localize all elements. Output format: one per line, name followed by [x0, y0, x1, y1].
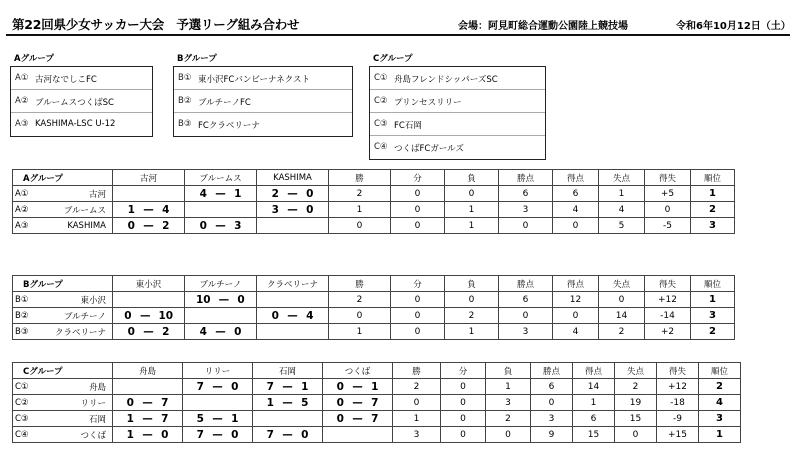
- stat-cell: 4: [553, 202, 599, 218]
- stat-cell: 6: [499, 186, 553, 202]
- stat-cell: 2: [329, 292, 391, 308]
- score-against: 0: [231, 428, 239, 441]
- stat-cell: 1: [329, 324, 391, 340]
- score-dash: —: [287, 309, 298, 322]
- match-score: [253, 395, 323, 411]
- stat-cell: 2: [486, 411, 531, 427]
- table-row: [13, 186, 735, 202]
- stat-cell: 0: [553, 308, 599, 324]
- score-dash: —: [352, 412, 363, 425]
- opponent-header: つくば: [323, 363, 393, 379]
- stat-header: 負: [486, 363, 531, 379]
- team-list-item: [370, 113, 545, 136]
- stat-cell: 0: [329, 308, 391, 324]
- table-group-label: Bグループ: [13, 276, 113, 292]
- score-against: 2: [162, 219, 170, 232]
- group-list-label: Aグループ: [14, 54, 54, 64]
- match-score: [113, 411, 183, 427]
- row-team-code: A②: [13, 202, 33, 218]
- empty-cell: [113, 379, 183, 395]
- score-dash: —: [143, 203, 154, 216]
- group-team-list: [10, 66, 153, 137]
- score-against: 1: [231, 412, 239, 425]
- group-list-label: Bグループ: [177, 54, 217, 64]
- row-team-name: ブルームス: [33, 202, 113, 218]
- stat-header: 勝点: [499, 276, 553, 292]
- stat-header: 得失: [645, 276, 691, 292]
- opponent-header: KASHIMA: [257, 170, 329, 186]
- team-name: FC石岡: [394, 121, 422, 131]
- score-against: 0: [306, 187, 314, 200]
- stat-header: 順位: [691, 170, 735, 186]
- match-score: [185, 186, 257, 202]
- score-dash: —: [218, 293, 230, 306]
- stat-cell: +2: [645, 324, 691, 340]
- score-for: 0: [126, 396, 134, 409]
- team-list-item: [174, 113, 352, 136]
- match-score: [253, 427, 323, 443]
- stat-cell: 2: [329, 186, 391, 202]
- match-score: [257, 202, 329, 218]
- row-team-code: B③: [13, 324, 33, 340]
- row-team-name: クラベリーナ: [33, 324, 113, 340]
- row-team-name: つくば: [33, 427, 113, 443]
- score-for: 0: [336, 412, 344, 425]
- stat-header: 分: [391, 276, 445, 292]
- stat-cell: 2: [445, 308, 499, 324]
- stat-cell: 0: [615, 427, 657, 443]
- stat-cell: 3: [531, 411, 573, 427]
- score-dash: —: [215, 187, 226, 200]
- team-list-item: [370, 67, 545, 90]
- match-score: [113, 427, 183, 443]
- row-team-code: A③: [13, 218, 33, 234]
- row-team-name: 古河: [33, 186, 113, 202]
- stat-header: 失点: [599, 276, 645, 292]
- team-list-item: [11, 113, 152, 136]
- row-team-code: C③: [13, 411, 33, 427]
- stat-cell: 3: [393, 427, 441, 443]
- opponent-header: リリー: [183, 363, 253, 379]
- score-against: 7: [371, 412, 379, 425]
- rank-cell: 3: [691, 308, 735, 324]
- score-for: 0: [336, 396, 344, 409]
- stat-cell: 3: [486, 395, 531, 411]
- score-for: 5: [196, 412, 204, 425]
- results-table: [12, 275, 735, 340]
- team-code: B②: [178, 96, 192, 106]
- empty-cell: [257, 218, 329, 234]
- team-name: ブルームスつくばSC: [35, 98, 114, 108]
- score-dash: —: [352, 396, 363, 409]
- score-dash: —: [143, 219, 154, 232]
- score-for: 3: [271, 203, 279, 216]
- row-team-code: C②: [13, 395, 33, 411]
- score-for: 4: [199, 187, 207, 200]
- row-team-code: C④: [13, 427, 33, 443]
- team-list-item: [370, 90, 545, 113]
- stat-cell: 0: [393, 395, 441, 411]
- stat-cell: 3: [499, 202, 553, 218]
- score-against: 7: [161, 396, 169, 409]
- opponent-header: ブルームス: [185, 170, 257, 186]
- team-name: プリンセスリリー: [394, 98, 462, 108]
- team-code: A①: [15, 73, 29, 83]
- group-team-list: [173, 66, 353, 137]
- table-row: [13, 411, 741, 427]
- row-team-code: A①: [13, 186, 33, 202]
- score-for: 0: [336, 380, 344, 393]
- empty-cell: [323, 427, 393, 443]
- match-score: [113, 218, 185, 234]
- team-name: FCクラベリーナ: [198, 121, 260, 131]
- team-name: 古河なでしこFC: [35, 75, 97, 85]
- stat-header: 勝: [329, 170, 391, 186]
- stat-cell: 0: [329, 218, 391, 234]
- rank-cell: 4: [699, 395, 741, 411]
- row-team-code: C①: [13, 379, 33, 395]
- score-for: 7: [266, 380, 274, 393]
- score-against: 4: [162, 203, 170, 216]
- score-against: 1: [371, 380, 379, 393]
- score-dash: —: [212, 428, 223, 441]
- opponent-header: ブルチーノ: [185, 276, 257, 292]
- team-code: C②: [374, 96, 388, 106]
- score-dash: —: [215, 219, 226, 232]
- score-against: 3: [234, 219, 242, 232]
- table-row: [13, 308, 735, 324]
- score-for: 0: [199, 219, 207, 232]
- match-score: [185, 324, 257, 340]
- team-list-item: [11, 90, 152, 113]
- team-code: B③: [178, 119, 192, 129]
- team-code: A②: [15, 96, 29, 106]
- stat-cell: 5: [599, 218, 645, 234]
- stat-cell: +5: [645, 186, 691, 202]
- table-row: [13, 292, 735, 308]
- rank-cell: 1: [699, 427, 741, 443]
- stat-cell: 1: [573, 395, 615, 411]
- table-row: [13, 379, 741, 395]
- date-label: 令和6年10月12日（土）: [676, 21, 791, 32]
- score-for: 0: [127, 325, 135, 338]
- stat-cell: 6: [553, 186, 599, 202]
- team-name: 舟島フレンドシッパーズSC: [394, 75, 498, 85]
- stat-header: 得点: [553, 170, 599, 186]
- match-score: [113, 308, 185, 324]
- opponent-header: 舟島: [113, 363, 183, 379]
- stat-header: 負: [445, 276, 499, 292]
- rank-cell: 2: [691, 324, 735, 340]
- score-against: 0: [161, 428, 169, 441]
- stat-cell: 0: [391, 308, 445, 324]
- match-score: [253, 379, 323, 395]
- stat-cell: 2: [615, 379, 657, 395]
- score-for: 1: [127, 203, 135, 216]
- score-against: 2: [162, 325, 170, 338]
- stat-cell: -18: [657, 395, 699, 411]
- match-score: [185, 218, 257, 234]
- stat-header: 勝点: [531, 363, 573, 379]
- table-header-row: [13, 170, 735, 186]
- table-row: [13, 427, 741, 443]
- stat-cell: 0: [391, 202, 445, 218]
- score-dash: —: [282, 396, 293, 409]
- match-score: [323, 411, 393, 427]
- opponent-header: 古河: [113, 170, 185, 186]
- stat-cell: 1: [329, 202, 391, 218]
- empty-cell: [113, 186, 185, 202]
- score-for: 1: [126, 412, 134, 425]
- stat-header: 得失: [657, 363, 699, 379]
- stat-cell: 0: [441, 411, 486, 427]
- stat-cell: 0: [486, 427, 531, 443]
- empty-cell: [257, 292, 329, 308]
- score-dash: —: [212, 412, 223, 425]
- stat-cell: 0: [391, 186, 445, 202]
- score-dash: —: [352, 380, 363, 393]
- match-score: [113, 202, 185, 218]
- table-row: [13, 218, 735, 234]
- stat-cell: +12: [645, 292, 691, 308]
- match-score: [257, 186, 329, 202]
- group-team-list: [369, 66, 546, 160]
- score-for: 2: [271, 187, 279, 200]
- stat-cell: 0: [441, 379, 486, 395]
- stat-cell: 0: [391, 218, 445, 234]
- stat-header: 順位: [699, 363, 741, 379]
- rank-cell: 2: [699, 379, 741, 395]
- score-against: 7: [161, 412, 169, 425]
- stat-cell: 6: [573, 411, 615, 427]
- match-score: [113, 395, 183, 411]
- stat-cell: 1: [445, 202, 499, 218]
- stat-cell: 1: [445, 218, 499, 234]
- empty-cell: [257, 324, 329, 340]
- stat-cell: 1: [599, 186, 645, 202]
- row-team-code: B②: [13, 308, 33, 324]
- stat-header: 得点: [553, 276, 599, 292]
- stat-header: 分: [391, 170, 445, 186]
- stat-cell: -5: [645, 218, 691, 234]
- match-score: [323, 395, 393, 411]
- stat-cell: 0: [553, 218, 599, 234]
- score-against: 0: [234, 325, 242, 338]
- score-dash: —: [142, 428, 153, 441]
- stat-cell: 9: [531, 427, 573, 443]
- page-title: 第22回県少女サッカー大会 予選リーグ組み合わせ: [12, 17, 300, 32]
- stat-cell: 15: [615, 411, 657, 427]
- row-team-name: リリー: [33, 395, 113, 411]
- team-code: C④: [374, 142, 388, 152]
- rank-cell: 3: [699, 411, 741, 427]
- row-team-code: B①: [13, 292, 33, 308]
- score-dash: —: [142, 396, 153, 409]
- match-score: [113, 324, 185, 340]
- team-name: 東小沢FCバンビーナネクスト: [198, 75, 311, 85]
- team-name: つくばFCガールズ: [394, 144, 464, 154]
- score-dash: —: [142, 412, 153, 425]
- match-score: [183, 427, 253, 443]
- match-score: [183, 411, 253, 427]
- team-name: ブルチーノFC: [198, 98, 251, 108]
- table-row: [13, 202, 735, 218]
- stat-cell: +12: [657, 379, 699, 395]
- stat-header: 勝点: [499, 170, 553, 186]
- stat-header: 負: [445, 170, 499, 186]
- empty-cell: [113, 292, 185, 308]
- team-name: KASHIMA-LSC U-12: [35, 119, 116, 129]
- match-score: [257, 308, 329, 324]
- score-dash: —: [282, 380, 293, 393]
- stat-cell: 0: [391, 324, 445, 340]
- score-against: 5: [301, 396, 309, 409]
- stat-cell: 6: [531, 379, 573, 395]
- score-against: 10: [158, 309, 174, 322]
- opponent-header: クラベリーナ: [257, 276, 329, 292]
- score-for: 7: [266, 428, 274, 441]
- opponent-header: 石岡: [253, 363, 323, 379]
- score-for: 1: [266, 396, 274, 409]
- score-against: 0: [301, 428, 309, 441]
- opponent-header: 東小沢: [113, 276, 185, 292]
- page-header: [6, 12, 790, 36]
- row-team-name: 石岡: [33, 411, 113, 427]
- match-score: [323, 379, 393, 395]
- group-list-label: Cグループ: [373, 54, 413, 64]
- score-dash: —: [215, 325, 226, 338]
- score-against: 0: [231, 380, 239, 393]
- stat-cell: 4: [599, 202, 645, 218]
- match-score: [183, 379, 253, 395]
- score-for: 4: [199, 325, 207, 338]
- team-code: C①: [374, 73, 388, 83]
- stat-cell: 1: [393, 411, 441, 427]
- score-for: 0: [271, 309, 279, 322]
- stat-cell: 19: [615, 395, 657, 411]
- score-against: 1: [301, 380, 309, 393]
- stat-cell: 15: [573, 427, 615, 443]
- stat-cell: 0: [499, 308, 553, 324]
- team-list-item: [174, 90, 352, 113]
- team-list-item: [174, 67, 352, 90]
- team-code: A③: [15, 119, 29, 129]
- score-against: 0: [306, 203, 314, 216]
- row-team-name: KASHIMA: [33, 218, 113, 234]
- score-dash: —: [287, 187, 298, 200]
- stat-header: 勝: [393, 363, 441, 379]
- stat-header: 順位: [691, 276, 735, 292]
- results-table: [12, 169, 735, 234]
- stat-cell: 0: [599, 292, 645, 308]
- stat-cell: -14: [645, 308, 691, 324]
- empty-cell: [183, 395, 253, 411]
- stat-cell: 1: [486, 379, 531, 395]
- score-dash: —: [282, 428, 293, 441]
- score-for: 0: [127, 219, 135, 232]
- team-code: B①: [178, 73, 192, 83]
- row-team-name: 舟島: [33, 379, 113, 395]
- score-against: 4: [306, 309, 314, 322]
- team-code: C③: [374, 119, 388, 129]
- row-team-name: 東小沢: [33, 292, 113, 308]
- stat-header: 勝: [329, 276, 391, 292]
- team-list-item: [370, 136, 545, 159]
- score-dash: —: [212, 380, 223, 393]
- stat-header: 得点: [573, 363, 615, 379]
- stat-cell: 14: [599, 308, 645, 324]
- stat-cell: 4: [553, 324, 599, 340]
- stat-header: 失点: [599, 170, 645, 186]
- stat-cell: 0: [445, 292, 499, 308]
- score-dash: —: [287, 203, 298, 216]
- empty-cell: [253, 411, 323, 427]
- score-against: 7: [371, 396, 379, 409]
- stat-header: 得失: [645, 170, 691, 186]
- match-score: [185, 292, 257, 308]
- stat-cell: 3: [499, 324, 553, 340]
- score-for: 0: [124, 309, 132, 322]
- score-for: 10: [195, 293, 211, 306]
- score-for: 7: [196, 428, 204, 441]
- stat-cell: 0: [531, 395, 573, 411]
- stat-cell: 1: [445, 324, 499, 340]
- table-group-label: Aグループ: [13, 170, 113, 186]
- stat-cell: 12: [553, 292, 599, 308]
- stat-cell: 14: [573, 379, 615, 395]
- team-list-item: [11, 67, 152, 90]
- score-against: 1: [234, 187, 242, 200]
- stat-cell: 0: [445, 186, 499, 202]
- stat-cell: +15: [657, 427, 699, 443]
- table-row: [13, 324, 735, 340]
- stat-cell: 2: [599, 324, 645, 340]
- score-for: 1: [126, 428, 134, 441]
- score-dash: —: [143, 325, 154, 338]
- score-dash: —: [139, 309, 151, 322]
- table-group-label: Cグループ: [13, 363, 113, 379]
- table-header-row: [13, 363, 741, 379]
- rank-cell: 1: [691, 292, 735, 308]
- stat-cell: -9: [657, 411, 699, 427]
- table-header-row: [13, 276, 735, 292]
- stat-header: 失点: [615, 363, 657, 379]
- table-row: [13, 395, 741, 411]
- rank-cell: 2: [691, 202, 735, 218]
- venue-label: 会場：阿見町総合運動公園陸上競技場: [458, 21, 628, 32]
- stat-cell: 0: [499, 218, 553, 234]
- row-team-name: ブルチーノ: [33, 308, 113, 324]
- rank-cell: 1: [691, 186, 735, 202]
- stat-cell: 0: [645, 202, 691, 218]
- score-against: 0: [237, 293, 245, 306]
- results-table: [12, 362, 741, 443]
- stat-cell: 0: [441, 427, 486, 443]
- stat-cell: 2: [393, 379, 441, 395]
- rank-cell: 3: [691, 218, 735, 234]
- score-for: 7: [196, 380, 204, 393]
- stat-cell: 6: [499, 292, 553, 308]
- stat-cell: 0: [441, 395, 486, 411]
- empty-cell: [185, 308, 257, 324]
- stat-cell: 0: [391, 292, 445, 308]
- stat-header: 分: [441, 363, 486, 379]
- empty-cell: [185, 202, 257, 218]
